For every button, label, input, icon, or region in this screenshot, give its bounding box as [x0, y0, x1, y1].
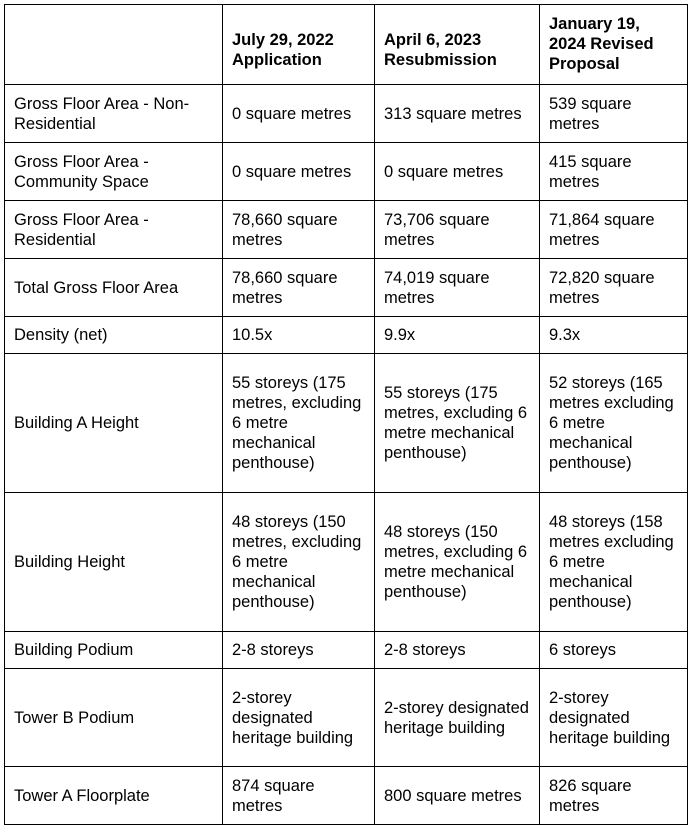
row-label: Density (net) [5, 317, 223, 354]
table-cell: 71,864 square metres [540, 201, 688, 259]
table-cell: 10.5x [223, 317, 375, 354]
table-row [5, 201, 688, 259]
row-label: Building A Height [5, 354, 223, 493]
table-row [5, 85, 688, 143]
header-row [5, 5, 688, 85]
table-row [5, 354, 688, 493]
row-label: Total Gross Floor Area [5, 259, 223, 317]
header-july-2022: July 29, 2022 Application [223, 5, 375, 85]
table-cell: 55 storeys (175 metres, excluding 6 metre mechanical penthouse) [223, 354, 375, 493]
table-cell: 6 storeys [540, 632, 688, 669]
table-cell: 73,706 square metres [375, 201, 540, 259]
table-cell: 313 square metres [375, 85, 540, 143]
table-cell: 415 square metres [540, 143, 688, 201]
table-cell: 48 storeys (150 metres, excluding 6 metre mechanical penthouse) [375, 493, 540, 632]
table-cell: 78,660 square metres [223, 201, 375, 259]
table-cell: 78,660 square metres [223, 259, 375, 317]
table-cell: 9.3x [540, 317, 688, 354]
table-row [5, 632, 688, 669]
table-cell: 2-storey designated heritage building [375, 669, 540, 767]
row-label: Gross Floor Area - Non-Residential [5, 85, 223, 143]
header-january-2024: January 19, 2024 Revised Proposal [540, 5, 688, 85]
table-cell: 826 square metres [540, 767, 688, 825]
table-row [5, 143, 688, 201]
header-april-2023: April 6, 2023 Resubmission [375, 5, 540, 85]
table-cell: 48 storeys (150 metres, excluding 6 metre mechanical penthouse) [223, 493, 375, 632]
row-label: Building Podium [5, 632, 223, 669]
table-cell: 52 storeys (165 metres excluding 6 metre mechanical penthouse) [540, 354, 688, 493]
table-row [5, 493, 688, 632]
row-label: Building Height [5, 493, 223, 632]
row-label: Tower A Floorplate [5, 767, 223, 825]
table-row [5, 259, 688, 317]
table-cell: 2-storey designated heritage building [540, 669, 688, 767]
table-cell: 2-storey designated heritage building [223, 669, 375, 767]
row-label: Tower B Podium [5, 669, 223, 767]
table-row [5, 317, 688, 354]
table-cell: 55 storeys (175 metres, excluding 6 metre mechanical penthouse) [375, 354, 540, 493]
row-label: Gross Floor Area - Residential [5, 201, 223, 259]
table-cell: 0 square metres [375, 143, 540, 201]
table-cell: 874 square metres [223, 767, 375, 825]
table-row [5, 767, 688, 825]
table-cell: 539 square metres [540, 85, 688, 143]
table-cell: 800 square metres [375, 767, 540, 825]
comparison-table [4, 4, 688, 825]
table-row [5, 669, 688, 767]
table-cell: 74,019 square metres [375, 259, 540, 317]
table-cell: 9.9x [375, 317, 540, 354]
table-cell: 0 square metres [223, 85, 375, 143]
table-cell: 2-8 storeys [375, 632, 540, 669]
table-cell: 48 storeys (158 metres excluding 6 metre mechanical penthouse) [540, 493, 688, 632]
table-cell: 0 square metres [223, 143, 375, 201]
header-empty [5, 5, 223, 85]
table-cell: 2-8 storeys [223, 632, 375, 669]
row-label: Gross Floor Area - Community Space [5, 143, 223, 201]
table-cell: 72,820 square metres [540, 259, 688, 317]
